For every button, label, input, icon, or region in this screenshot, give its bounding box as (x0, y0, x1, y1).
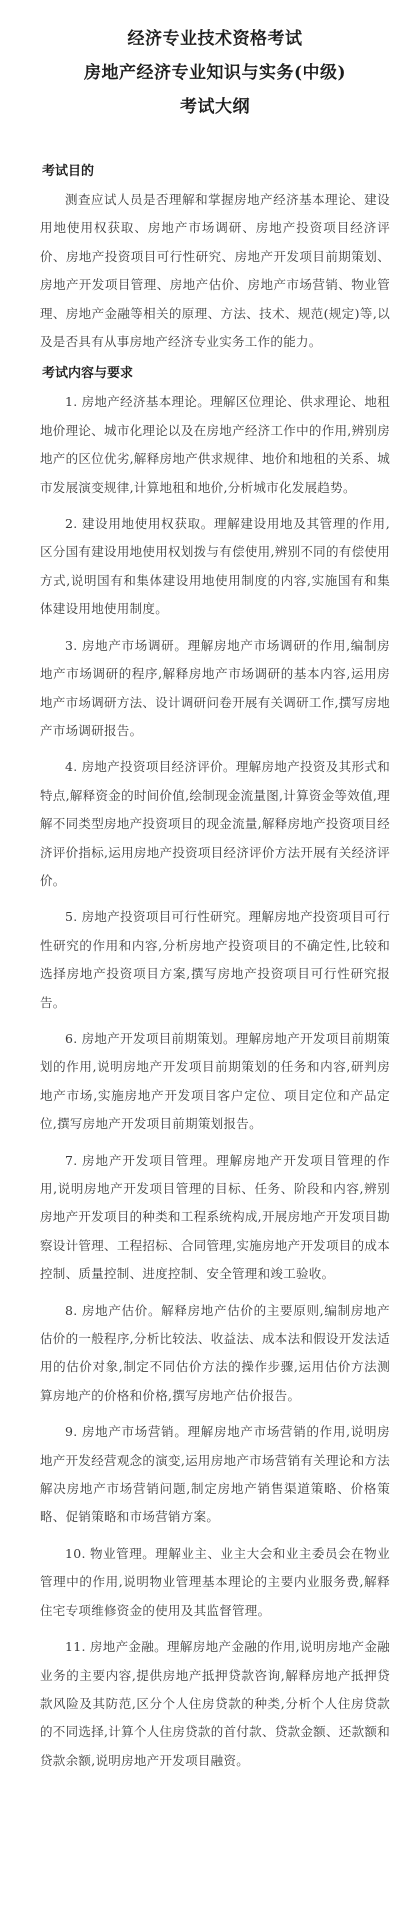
requirement-item (40, 753, 390, 895)
requirement-item (40, 1418, 390, 1532)
document-title-syllabus: 考试大纲 (180, 97, 250, 117)
document-title-exam-name: 经济专业技术资格考试 (127, 29, 303, 49)
exam-requirements-section (40, 360, 390, 1775)
requirement-item-number: 4. (65, 759, 78, 775)
requirement-item (40, 1025, 390, 1139)
requirement-item-number: 9. (65, 1424, 78, 1440)
requirement-item (40, 510, 390, 624)
requirement-item-number: 11. (65, 1639, 86, 1655)
requirement-item-text: 房地产开发项目前期策划。理解房地产开发项目前期策划的作用,说明房地产开发项目前期策划的任务和内容,研判房地产市场,实施房地产开发项目客户定位、项目定位和产品定位,撰写房地产开发项目前期策划报告。 (40, 1030, 390, 1132)
requirement-item-text: 房地产投资项目经济评价。理解房地产投资及其形式和特点,解释资金的时间价值,绘制现金流量图,计算资金等效值,理解不同类型房地产投资项目的现金流量,解释房地产投资项目经济评价指标,运用房地产投资项目经济评价方法开展有关经济评价。 (40, 759, 390, 888)
requirement-item-text: 建设用地使用权获取。理解建设用地及其管理的作用,区分国有建设用地使用权划拨与有偿使用,辨别不同的有偿使用方式,说明国有和集体建设用地使用制度的内容,实施国有和集体建设用地使用制度。 (40, 516, 390, 617)
requirement-item (40, 1297, 390, 1411)
requirement-item-number: 1. (65, 394, 78, 410)
requirement-item-text: 房地产经济基本理论。理解区位理论、供求理论、地租地价理论、城市化理论以及在房地产经济工作中的作用,辨别房地产的区位优劣,解释房地产供求规律、地价和地租的关系、城市发展演变规律,计算地租和地价,分析城市化发展趋势。 (40, 394, 390, 495)
requirement-item-text: 房地产估价。解释房地产估价的主要原则,编制房地产估价的一般程序,分析比较法、收益法、成本法和假设开发法适用的估价对象,制定不同估价方法的操作步骤,运用估价方法测算房地产的价格和价格,撰写房地产估价报告。 (40, 1302, 390, 1403)
exam-requirements-heading: 考试内容与要求 (42, 366, 134, 382)
requirement-item-number: 2. (65, 516, 78, 532)
requirement-item (40, 632, 390, 746)
requirement-item-text: 房地产开发项目管理。理解房地产开发项目管理的作用,说明房地产开发项目管理的目标、任务、阶段和内容,辨别房地产开发项目的种类和工程系统构成,开展房地产开发项目勘察设计管理、工程招标、合同管理,实施房地产开发项目的成本控制、质量控制、进度控制、安全管理和竣工验收。 (40, 1152, 390, 1282)
requirement-item-number: 8. (65, 1302, 78, 1318)
requirement-item-number: 6. (65, 1030, 78, 1046)
requirement-item-number: 10. (65, 1545, 86, 1561)
requirement-item-text: 房地产市场调研。理解房地产市场调研的作用,编制房地产市场调研的程序,解释房地产市场调研的基本内容,运用房地产市场调研方法、设计调研问卷开展有关调研工作,撰写房地产市场调研报告。 (40, 637, 390, 738)
requirement-item-text: 房地产市场营销。理解房地产市场营销的作用,说明房地产开发经营观念的演变,运用房地产市场营销有关理论和方法解决房地产市场营销问题,制定房地产销售渠道策略、价格策略、促销策略和市场营销方案。 (40, 1424, 390, 1525)
document-title-block (40, 22, 390, 124)
requirement-item-text: 物业管理。理解业主、业主大会和业主委员会在物业管理中的作用,说明物业管理基本理论的主要内业服务费,解释住宅专项维修资金的使用及其监督管理。 (40, 1545, 390, 1618)
document-title-subject: 房地产经济专业知识与实务(中级) (83, 63, 347, 83)
requirement-item (40, 903, 390, 1017)
requirement-item-number: 7. (65, 1152, 78, 1168)
requirement-item-text: 房地产投资项目可行性研究。理解房地产投资项目可行性研究的作用和内容,分析房地产投资项目的不确定性,比较和选择房地产投资项目方案,撰写房地产投资项目可行性研究报告。 (40, 909, 390, 1010)
exam-purpose-text: 测查应试人员是否理解和掌握房地产经济基本理论、建设用地使用权获取、房地产市场调研、房地产投资项目经济评价、房地产投资项目可行性研究、房地产开发项目前期策划、房地产开发项目管理、房地产估价、房地产市场营销、物业管理、房地产金融等相关的原理、方法、技术、规范(规定)等,以及是否具有从事房地产经济专业实务工作的能力。 (40, 192, 390, 350)
requirement-item-number: 3. (65, 637, 78, 653)
exam-purpose-heading: 考试目的 (42, 164, 95, 179)
requirement-item (40, 1633, 390, 1775)
exam-purpose-section (40, 158, 390, 356)
requirement-item (40, 1540, 390, 1625)
requirement-item-text: 房地产金融。理解房地产金融的作用,说明房地产金融业务的主要内容,提供房地产抵押贷款咨询,解释房地产抵押贷款风险及其防范,区分个人住房贷款的种类,分析个人住房贷款的不同选择,计算个人住房贷款的首付款、贷款金额、还款额和贷款余额,说明房地产开发项目融资。 (40, 1639, 390, 1768)
requirement-item (40, 1147, 390, 1289)
requirement-item-number: 5. (65, 909, 78, 925)
requirement-item (40, 388, 390, 502)
